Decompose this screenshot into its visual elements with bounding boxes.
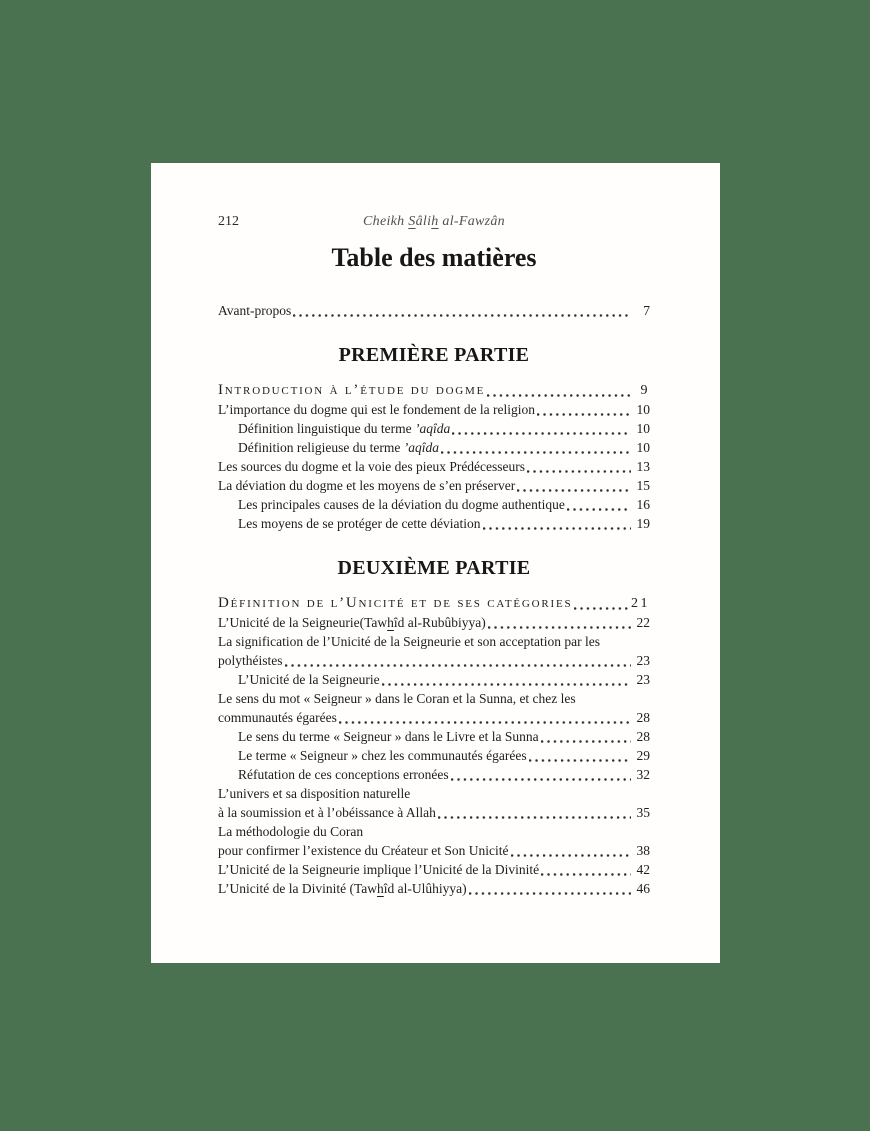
toc-page-number: 22 [636, 615, 650, 630]
text-segment: Définition de l’Unicité et de ses catégories [218, 595, 573, 611]
toc-entry-text [218, 594, 572, 613]
toc-entry [218, 457, 650, 476]
toc-line [218, 301, 650, 320]
toc-entry-text [238, 765, 449, 784]
toc-entry-text [218, 822, 363, 841]
text-segment: âli [415, 214, 432, 229]
toc-entry [218, 476, 650, 495]
toc-line [218, 765, 650, 784]
toc-entry-text [218, 651, 283, 670]
toc-line [218, 803, 650, 822]
toc-line [218, 476, 650, 495]
toc-entry-text [218, 860, 539, 879]
dot-leader [574, 607, 628, 610]
toc-line [218, 438, 650, 457]
toc-entry [218, 765, 650, 784]
toc-line [218, 381, 650, 400]
toc-entry-text [218, 613, 486, 632]
text-segment: Réfutation de ces conceptions erronées [238, 767, 449, 782]
toc-entry [218, 419, 650, 438]
toc-page-number: 29 [636, 748, 650, 763]
toc-entry [218, 727, 650, 746]
text-segment: h [377, 881, 384, 896]
toc-line [218, 651, 650, 670]
toc-entry [218, 381, 650, 400]
text-segment: S [408, 214, 416, 229]
toc-line [218, 613, 650, 632]
text-segment: pour confirmer l’existence du Créateur et Son Unicité [218, 843, 509, 858]
toc-entry-text [218, 632, 600, 651]
text-segment: Les moyens de se protéger de cette déviation [238, 516, 481, 531]
dot-leader [285, 664, 632, 667]
dot-leader [517, 489, 631, 492]
dot-leader [438, 816, 631, 819]
toc-entry [218, 594, 650, 613]
text-segment: L’Unicité de la Seigneurie [238, 672, 380, 687]
toc-line [218, 841, 650, 860]
toc-entry-text [218, 803, 436, 822]
text-segment: Introduction à l’étude du dogme [218, 382, 486, 398]
text-segment: La méthodologie du Coran [218, 824, 364, 839]
toc-page-number: 13 [636, 459, 650, 474]
dot-leader [451, 778, 631, 781]
toc-line [218, 746, 650, 765]
page-number: 212 [218, 214, 239, 229]
dot-leader [511, 854, 631, 857]
dot-leader [382, 683, 631, 686]
dot-leader [339, 721, 631, 724]
text-segment: îd al-Ulûhiyya) [383, 881, 467, 896]
part-heading: PREMIÈRE PARTIE [338, 344, 530, 366]
toc-entry-text [218, 457, 525, 476]
part-heading: DEUXIÈME PARTIE [337, 557, 531, 579]
toc-entry [218, 879, 650, 898]
page-header [218, 213, 650, 231]
book-page [151, 163, 720, 963]
toc-line [218, 457, 650, 476]
toc-line [218, 822, 650, 841]
toc-page-number: 9 [640, 383, 650, 398]
text-segment: ’aqîda [414, 421, 451, 436]
toc-page-number: 28 [636, 729, 650, 744]
toc-page-number: 35 [636, 805, 650, 820]
running-title [218, 213, 650, 231]
text-segment: La signification de l’Unicité de la Seigneurie et son acceptation par les [218, 634, 600, 649]
toc-line [218, 495, 650, 514]
toc-page-number: 42 [636, 862, 650, 877]
toc-entry [218, 495, 650, 514]
text-segment: L’Unicité de la Divinité (Taw [218, 881, 378, 896]
table-of-contents [218, 301, 650, 898]
toc-entry-text [238, 495, 565, 514]
toc-line [218, 400, 650, 419]
toc-entry [218, 438, 650, 457]
toc-entry [218, 860, 650, 879]
toc-entry-text [218, 381, 485, 400]
text-segment: Définition religieuse du terme [238, 440, 404, 455]
text-segment: îd al-Rubûbiyya) [393, 615, 486, 630]
toc-entry [218, 689, 650, 727]
text-segment: al-Fawzân [438, 214, 505, 229]
text-segment: L’univers et sa disposition naturelle [218, 786, 411, 801]
dot-leader [441, 451, 631, 454]
toc-entry-text [218, 476, 515, 495]
toc-line [218, 727, 650, 746]
toc-entry [218, 784, 650, 822]
dot-leader [452, 432, 631, 435]
dot-leader [293, 314, 631, 317]
toc-page-number: 16 [636, 497, 650, 512]
toc-entry [218, 670, 650, 689]
text-segment: La déviation du dogme et les moyens de s’en préserver [218, 478, 516, 493]
toc-entry-text [238, 419, 450, 438]
toc-page-number: 21 [631, 596, 650, 611]
dot-leader [541, 740, 631, 743]
toc-page-number: 23 [636, 653, 650, 668]
toc-entry-text [238, 746, 527, 765]
toc-page-number: 46 [636, 881, 650, 896]
toc-entry-text [218, 784, 410, 803]
toc-line [218, 689, 650, 708]
toc-line [218, 419, 650, 438]
dot-leader [488, 626, 631, 629]
toc-page-number: 38 [636, 843, 650, 858]
toc-entry-text [238, 438, 439, 457]
text-segment: L’Unicité de la Seigneurie(Taw [218, 615, 388, 630]
text-segment: polythéistes [218, 653, 283, 668]
dot-leader [567, 508, 631, 511]
toc-page-number: 10 [636, 440, 650, 455]
text-segment: Le sens du mot « Seigneur » dans le Coran et la Sunna, et chez les [218, 691, 576, 706]
toc-entry-text [218, 689, 576, 708]
text-segment: Les sources du dogme et la voie des pieux Prédécesseurs [218, 459, 526, 474]
toc-entry-text [238, 514, 481, 533]
toc-entry [218, 613, 650, 632]
toc-entry [218, 514, 650, 533]
toc-line [218, 708, 650, 727]
toc-page-number: 7 [643, 303, 650, 318]
text-segment: h [387, 615, 394, 630]
text-segment: Définition linguistique du terme [238, 421, 415, 436]
dot-leader [537, 413, 631, 416]
text-segment: L’importance du dogme qui est le fondement de la religion [218, 402, 536, 417]
toc-entry-text [218, 708, 337, 727]
text-segment: communautés égarées [218, 710, 337, 725]
text-segment: à la soumission et à l’obéissance à Allah [218, 805, 436, 820]
toc-page-number: 10 [636, 402, 650, 417]
toc-page-number: 15 [636, 478, 650, 493]
toc-line [218, 594, 650, 613]
page-title: Table des matières [331, 243, 537, 272]
text-segment: h [431, 214, 439, 229]
text-segment: Le sens du terme « Seigneur » dans le Livre et la Sunna [238, 729, 539, 744]
toc-line [218, 879, 650, 898]
toc-page-number: 28 [636, 710, 650, 725]
toc-line [218, 670, 650, 689]
toc-entry [218, 301, 650, 320]
text-segment: Le terme « Seigneur » chez les communautés égarées [238, 748, 527, 763]
toc-page-number: 32 [636, 767, 650, 782]
toc-line [218, 632, 650, 651]
dot-leader [483, 527, 631, 530]
toc-page-number: 23 [636, 672, 650, 687]
text-segment: ’aqîda [403, 440, 439, 455]
toc-entry-text [238, 670, 380, 689]
toc-entry-text [238, 727, 539, 746]
text-segment: L’Unicité de la Seigneurie implique l’Unicité de la Divinité [218, 862, 540, 877]
toc-entry-text [218, 301, 291, 320]
toc-entry-text [218, 400, 535, 419]
toc-entry [218, 822, 650, 860]
toc-page-number: 19 [636, 516, 650, 531]
toc-line [218, 784, 650, 803]
text-segment: Les principales causes de la déviation du dogme authentique [238, 497, 565, 512]
toc-entry [218, 632, 650, 670]
dot-leader [541, 873, 631, 876]
toc-entry-text [218, 879, 467, 898]
toc-entry [218, 400, 650, 419]
toc-page-number: 10 [636, 421, 650, 436]
text-segment: Cheikh [363, 214, 409, 229]
dot-leader [487, 394, 631, 397]
toc-entry [218, 746, 650, 765]
text-segment: Avant-propos [218, 303, 292, 318]
toc-entry-text [218, 841, 509, 860]
toc-line [218, 514, 650, 533]
dot-leader [527, 470, 631, 473]
dot-leader [529, 759, 631, 762]
toc-line [218, 860, 650, 879]
dot-leader [469, 892, 631, 895]
